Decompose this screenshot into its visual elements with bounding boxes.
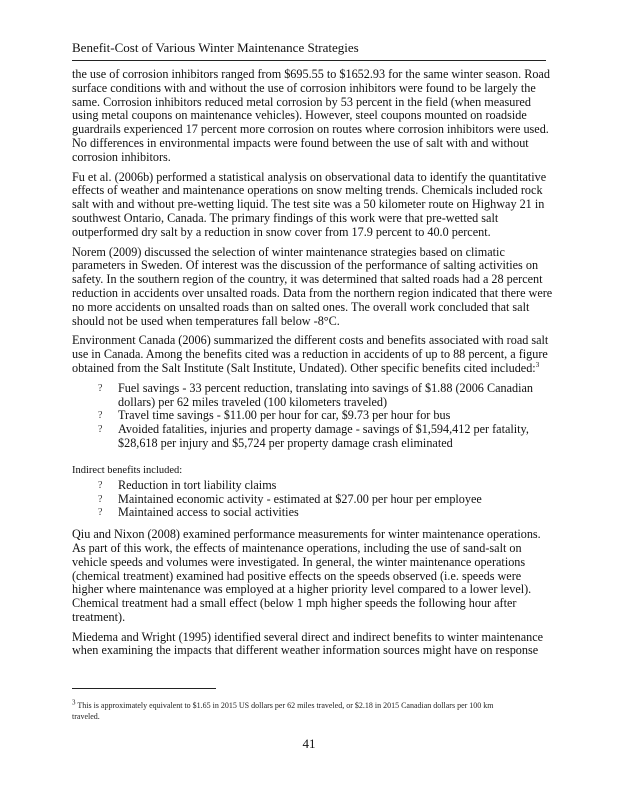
- indirect-benefits-label: Indirect benefits included:: [72, 464, 183, 476]
- paragraph-corrosion-inhibitors: the use of corrosion inhibitors ranged from $695.55 to $1652.93 for the same winter season. Road surface conditions with and without the use of corrosion inhibitors were found to be largely the same. Corrosion inhibitors reduced metal corrosion by 53 percent in the field (when measured using metal coupons on maintenance vehicles). However, steel coupons mounted on roadside guardrails experienced 17 percent more corrosion on routes where corrosion inhibitors were used. No differences in environmental impacts were found between the use of salt with and without corrosion inhibitors.: [72, 67, 550, 164]
- running-header: Benefit-Cost of Various Winter Maintenance Strategies: [72, 40, 359, 55]
- bullet-icon: ?: [98, 424, 103, 436]
- footnote-reference[interactable]: 3: [535, 360, 540, 369]
- list-item: [98, 422, 554, 451]
- direct-benefits-list: [72, 382, 554, 451]
- list-item-text: Avoided fatalities, injuries and property damage - savings of $1,594,412 per fatality, $28,618 per injury and $5,724 per property damage crash eliminated: [118, 422, 529, 450]
- list-item: [98, 408, 554, 423]
- paragraph-environment-canada: [72, 334, 554, 375]
- bullet-icon: ?: [98, 493, 103, 505]
- footnote-rule: [72, 688, 216, 689]
- list-item-text: Maintained access to social activities: [118, 505, 299, 520]
- indirect-benefits-list: [72, 479, 554, 520]
- footnote: [72, 700, 512, 722]
- list-item: [98, 491, 554, 507]
- body-text: [72, 68, 554, 664]
- list-item: [98, 380, 554, 410]
- list-item-text: Reduction in tort liability claims: [118, 477, 277, 492]
- paragraph-norem-2009: Norem (2009) discussed the selection of winter maintenance strategies based on climatic parameters in Sweden. Of interest was the discussion of the performance of salting activities on safety. In the southern region of the country, it was determined that salted roads had a 28 percent reduction in accidents over unsalted roads. Data from the northern region indicated that there were no more accidents on unsalted roads than on salted ones. The overall work concluded that salt should not be used when temperatures fall below -8°C.: [72, 244, 553, 328]
- bullet-icon: ?: [98, 479, 103, 491]
- list-item: [98, 505, 554, 520]
- bullet-icon: ?: [98, 382, 103, 394]
- list-item-text: Maintained economic activity - estimated at $27.00 per hour per employee: [118, 491, 482, 506]
- paragraph-miedema-wright-1995: Miedema and Wright (1995) identified several direct and indirect benefits to winter maintenance when examining the impacts that different weather information sources might have on response: [72, 629, 544, 658]
- paragraph-fu-2006b: Fu et al. (2006b) performed a statistical analysis on observational data to identify the quantitative effects of weather and maintenance operations on snow melting trends. Chemicals included rock salt with and without pre-wetting liquid. The test site was a 50 kilometer route on Highway 21 in southwest Ontario, Canada. The primary findings of this work were that pre-wetted salt outperformed dry salt by a reduction in snow cover from 17.9 percent to 40.0 percent.: [72, 169, 547, 239]
- bullet-icon: ?: [98, 507, 103, 519]
- list-item: [98, 477, 554, 493]
- paragraph-qiu-nixon-2008: Qiu and Nixon (2008) examined performance measurements for winter maintenance operations. As part of this work, the effects of maintenance operations, including the use of sand-salt on vehicle speeds and volumes were investigated. In general, the winter maintenance operations (chemical treatment) examined had positive effects on the speeds observed (i.e. speeds were higher where maintenance was employed at a higher priority level compared to a lower level). Chemical treatment had a small effect (below 1 mph higher speeds the following hour after treatment).: [72, 527, 541, 624]
- page-number: 41: [302, 736, 316, 751]
- footnote-text: This is approximately equivalent to $1.65 in 2015 US dollars per 62 miles traveled, or $2.18 in 2015 Canadian dollars per 100 km traveled.: [72, 701, 494, 721]
- bullet-icon: ?: [98, 410, 103, 422]
- footnote-marker: 3: [72, 698, 76, 707]
- list-item-text: Travel time savings - $11.00 per hour for car, $9.73 per hour for bus: [118, 408, 451, 423]
- header-rule: [72, 60, 546, 61]
- list-item-text: Fuel savings - 33 percent reduction, translating into savings of $1.88 (2006 Canadian dollars) per 62 miles traveled (100 kilometers traveled): [118, 380, 533, 409]
- environment-canada-text: Environment Canada (2006) summarized the different costs and benefits associated with road salt use in Canada. Among the benefits cited was a reduction in accidents of up to 88 percent, a figure obtained from the Salt Institute (Salt Institute, Undated). Other specific benefits cited included:: [72, 333, 549, 375]
